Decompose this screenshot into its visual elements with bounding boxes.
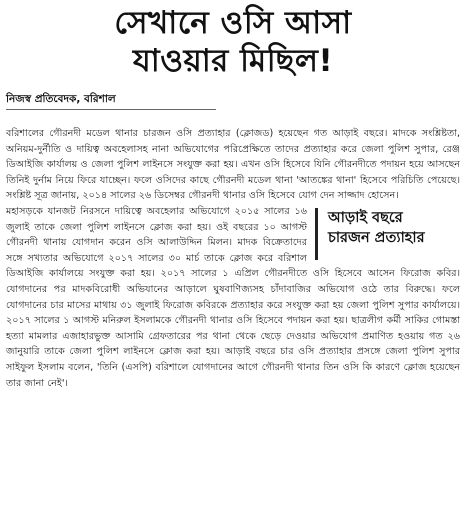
headline [6, 0, 460, 80]
article-body [6, 126, 460, 391]
byline [6, 92, 216, 110]
pull-quote-line-2: চারজন প্রত্যাহার [328, 229, 425, 246]
headline-line-1: সেখানে ওসি আসা [114, 5, 352, 41]
pull-quote [315, 208, 460, 260]
article-paragraph-2: মহাসড়কে যানজট নিরসনে দায়িত্বে অবহেলার অভিযোগে ২০১৫ সালের ১৬ জুলাই তাকে জেলা পুলিশ লাইনসে ক্লোজ করা হয়। ওই বছরের ১০ আগস্ট গৌরনদী থানায় যোগদান করেন ওসি আলাউদ্দিন মিলন। মাদক বিক্রেতাদের সঙ্গে সখ্যতার অভিযোগে ২০১৭ সালের ৩০ মার্চ তাকে ক্লোজ করে বরিশাল ডিআইজি কার্যালয়ে সংযুক্ত করা হয়। ২০১৭ সালের ১ এপ্রিল গৌরনদীতে ওসি হিসেবে আসেন ফিরোজ কবির। যোগদানের পর মাদকবিরোধী অভিযানের আড়ালে ঘুষবাণিজ্যসহ চাঁদাবাজির অভিযোগ ওঠে তার বিরুদ্ধে। ফলে যোগদানের চার মাসের মাথায় ৩১ জুলাই ফিরোজ কবিরকে প্রত্যাহার করে সংযুক্ত করা হয় জেলা পুলিশ সুপার কার্যালয়ে। ২০১৭ সালের ১ আগস্ট মনিরুল ইসলামকে গৌরনদী থানার ওসি হিসেবে পদায়ন করা হয়। ছাত্রলীগ কর্মী সাকির গোমস্তা হত্যা মামলার এজাহারভুক্ত আসামি গ্রেফতারের পর থানা থেকে ছেড়ে দেওয়ার অভিযোগ প্রমাণিত হওয়ায় গত ২৬ জানুয়ারি তাকে জেলা পুলিশ লাইনসে ক্লোজ করা হয়। আড়াই বছরে চার ওসি প্রত্যাহার প্রসঙ্গে জেলা পুলিশ সুপার সাইফুল ইসলাম বলেন, 'তিনি (এসপি) বরিশালে যোগদানের আগে গৌরনদী থানার তিন ওসি কি কারণে ক্লোজ হয়েছেন তার জানা নেই'। [6, 205, 460, 389]
byline-author: নিজস্ব প্রতিবেদক [6, 93, 77, 105]
pull-quote-line-1: আড়াই বছরে [328, 209, 403, 226]
byline-location: , বরিশাল [76, 93, 116, 105]
headline-line-2: যাওয়ার মিছিল! [132, 43, 334, 79]
article-paragraph-1: বরিশালের গৌরনদী মডেল থানার চারজন ওসি প্রত্যাহার (ক্লোজড) হয়েছেন গত আড়াই বছরে। মাদকে সংশ্লিষ্টতা, অনিয়ম-দুর্নীতি ও দায়িত্ব অবহেলাসহ নানা অভিযোগের পরিপ্রেক্ষিতে তাদের প্রত্যাহার করে জেলা পুলিশ সুপার, রেঞ্জ ডিআইজি কার্যালয় ও জেলা পুলিশ লাইনসে সংযুক্ত করা হয়। এখন ওসি হিসেবে যিনি গৌরনদীতে পদায়ন হয়ে আসছেন তিনিই দুর্নাম নিয়ে ফিরে যাচ্ছেন। ফলে ওসিদের কাছে গৌরনদী মডেল থানা 'আতঙ্কের থানা' হিসেবে পরিচিতি পেয়েছে। সংশ্লিষ্ট সূত্র জানায়, ২০১৪ সালের ২৬ ডিসেম্বর গৌরনদী থানার ওসি হিসেবে যোগ দেন সাজ্জাদ হোসেন। [6, 128, 460, 202]
